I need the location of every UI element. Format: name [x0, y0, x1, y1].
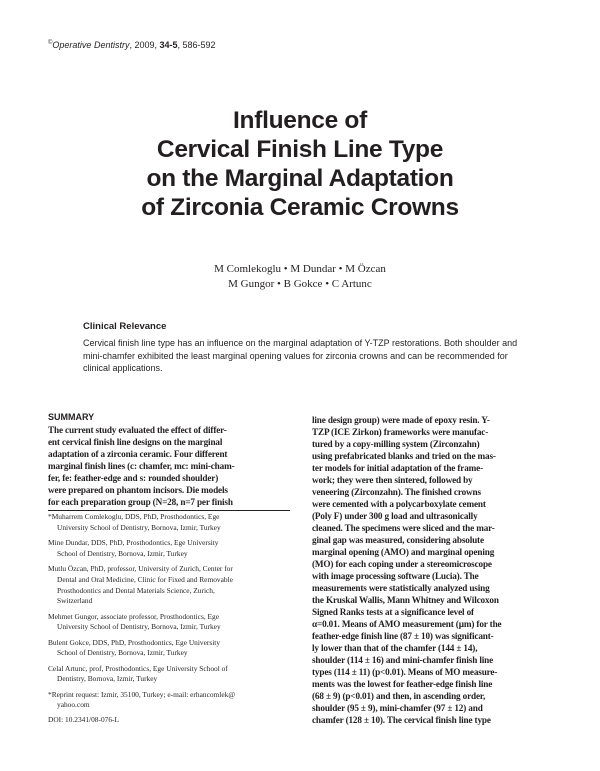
summary-line: cleaned. The specimens were sliced and the mar-	[312, 523, 495, 533]
summary-line: ter models for initial adaptation of the frame-	[312, 463, 483, 473]
author-line: M Gungor • B Gokce • C Artunc	[228, 278, 372, 290]
article-title	[60, 106, 540, 222]
summary-line: measurements were statistically analyzed using	[312, 583, 490, 593]
author-line: M Comlekoglu • M Dundar • M Özcan	[214, 263, 386, 275]
affiliation-line: School of Dentistry, Bornova, Izmir, Turkey	[57, 648, 188, 658]
journal-pages: , 586-592	[177, 40, 216, 50]
summary-line: ginal gap was measured, considering absolute	[312, 535, 484, 545]
affiliation	[48, 664, 290, 686]
summary-line: TZP (ICE Zirkon) frameworks were manufac-	[312, 427, 489, 437]
affiliation-line: Celal Artunc, prof, Prosthodontics, Ege University School of	[48, 663, 228, 673]
affiliation-line: *Reprint request: Izmir, 35100, Turkey; e-mail: erhancomlek@	[48, 689, 236, 699]
summary-line: feather-edge finish line (87 ± 10) was significant-	[312, 631, 494, 641]
affiliation	[48, 564, 290, 607]
summary-heading: SUMMARY	[48, 412, 95, 422]
summary-line: with image processing software (Lucia). The	[312, 571, 479, 581]
summary-continued	[312, 414, 562, 726]
summary-line: marginal finish lines (c: chamfer, mc: mini-cham-	[48, 461, 235, 471]
affiliation-line: Dentistry, Bornova, Izmir, Turkey	[57, 674, 158, 684]
summary-line: the Kruskal Wallis, Mann Whitney and Wilcoxon	[312, 595, 499, 605]
affiliation-line: Switzerland	[57, 596, 93, 606]
summary-line: using prefabricated blanks and tried on the mas-	[312, 451, 496, 461]
summary-line: shoulder (114 ± 16) and mini-chamfer finish line	[312, 655, 494, 665]
summary-line: ments was the lowest for feather-edge finish line	[312, 679, 493, 689]
affiliation-line: Mehmet Gungor, associate professor, Prosthodontics, Ege	[48, 611, 220, 621]
summary-line: shoulder (95 ± 9), mini-chamfer (97 ± 12) and	[312, 703, 483, 713]
summary-line: fer, fe: feather-edge and s: rounded shoulder)	[48, 473, 219, 483]
title-line: of Zirconia Ceramic Crowns	[141, 194, 459, 221]
affiliation-line: Mutlu Özcan, PhD, professor, University of Zurich, Center for	[48, 563, 233, 573]
journal-name: Operative Dentistry	[52, 40, 130, 50]
affiliation-line: Prosthodontics and Dental Materials Science, Zurich,	[57, 585, 215, 595]
affiliation-line: Dental and Oral Medicine, Clinic for Fixed and Removable	[57, 574, 233, 584]
affiliation-line: yahoo.com	[57, 700, 90, 710]
footnote-divider	[48, 510, 290, 511]
summary-line: (MO) for each coping under a stereomicroscope	[312, 559, 492, 569]
summary-line: were cemented with a polycarboxylate cement	[312, 499, 486, 509]
affiliation-line: School of Dentistry, Bornova, Izmir, Turkey	[57, 548, 188, 558]
summary-line: types (114 ± 11) (p<0.01). Means of MO measure-	[312, 667, 498, 677]
reprint-request	[48, 690, 290, 712]
clinical-relevance-text: Cervical finish line type has an influence on the marginal adaptation of Y-TZP restorations. Both shoulder and mini-chamfer exhibited the least marginal opening values for zirconia crowns and can be recommended for clinical applications.	[83, 338, 518, 373]
affiliation-line: University School of Dentistry, Bornova, Izmir, Turkey	[57, 622, 221, 632]
summary-line: (Poly F) under 300 g load and ultrasonically	[312, 511, 478, 521]
summary-line: tured by a copy-milling system (Zirconzahn)	[312, 439, 480, 449]
summary-line: (68 ± 9) (p<0.01) and then, in ascending order,	[312, 691, 486, 701]
summary-line: ent cervical finish line designs on the marginal	[48, 437, 223, 447]
summary-line: ly lower than that of the chamfer (144 ± 14),	[312, 643, 478, 653]
title-line: Cervical Finish Line Type	[156, 136, 444, 163]
affiliation	[48, 612, 290, 634]
journal-volume: 34-5	[159, 40, 178, 50]
author-affiliations	[48, 512, 290, 715]
journal-reference	[48, 40, 216, 50]
summary-line: marginal opening (AMO) and marginal opening	[312, 547, 495, 557]
affiliation	[48, 538, 290, 560]
summary-line: adaptation of a zirconia ceramic. Four different	[48, 449, 228, 459]
title-line: on the Marginal Adaptation	[146, 165, 454, 192]
summary-line: work; they were then sintered, followed by	[312, 475, 473, 485]
summary-line: α=0.01. Means of AMO measurement (µm) for the	[312, 619, 502, 629]
journal-year: , 2009,	[129, 40, 160, 50]
affiliation-line: Mine Dundar, DDS, PhD, Prosthodontics, Ege University	[48, 537, 219, 547]
affiliation-line: *Muharrem Comlekoglu, DDS, PhD, Prosthodontics, Ege	[48, 512, 220, 521]
summary-line: The current study evaluated the effect of differ-	[48, 425, 227, 435]
affiliation	[48, 512, 290, 534]
summary-line: line design group) were made of epoxy resin. Y-	[312, 415, 490, 425]
clinical-relevance-heading: Clinical Relevance	[83, 321, 167, 332]
doi: DOI: 10.2341/08-076-L	[48, 715, 120, 724]
title-line: Influence of	[233, 107, 367, 134]
affiliation-line: University School of Dentistry, Bornova, Izmir, Turkey	[57, 522, 221, 532]
summary-line: for each preparation group (N=28, n=7 per finish	[48, 497, 233, 507]
affiliation	[48, 638, 290, 660]
summary-line: were prepared on phantom incisors. Die models	[48, 485, 228, 495]
summary-line: chamfer (128 ± 10). The cervical finish line type	[312, 715, 491, 725]
summary-text	[48, 424, 290, 508]
summary-line: veneering (Zirconzahn). The finished crowns	[312, 487, 481, 497]
author-list	[60, 262, 540, 292]
summary-line: Signed Ranks tests at a significance level of	[312, 607, 474, 617]
affiliation-line: Bulent Gokce, DDS, PhD, Prosthodontics, Ege University	[48, 637, 221, 647]
copyright-symbol: ©	[48, 40, 53, 46]
